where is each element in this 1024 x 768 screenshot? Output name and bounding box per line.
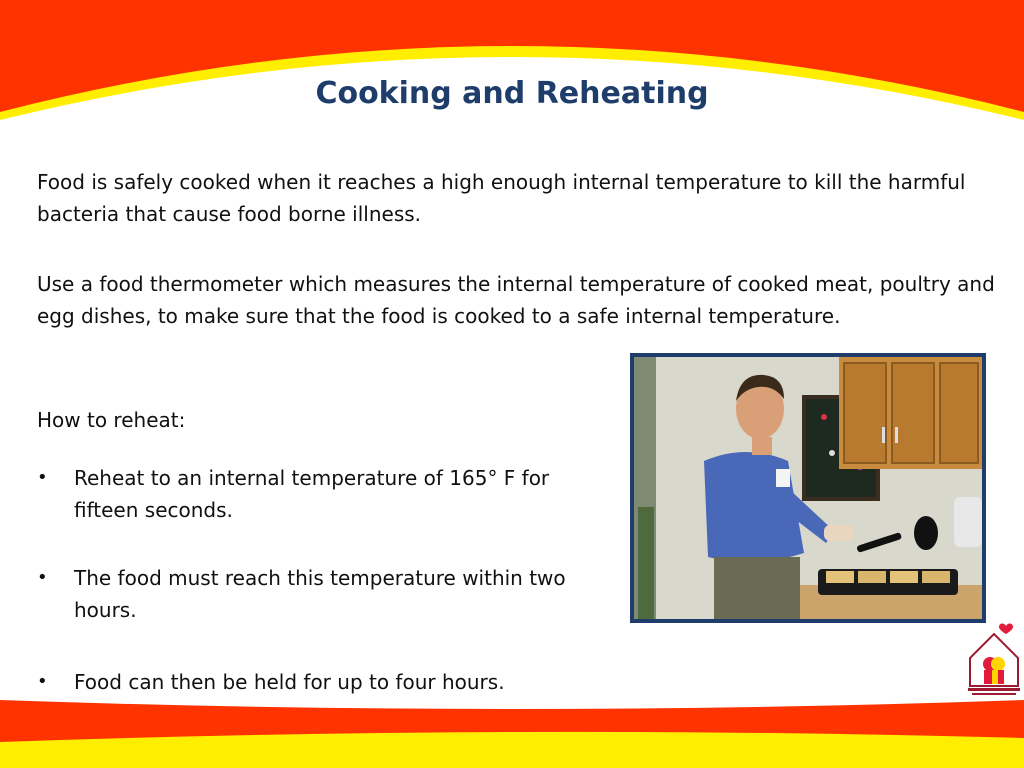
bullet-dot-icon: • <box>37 467 48 488</box>
bullet-text: Reheat to an internal temperature of 165° F for fifteen seconds. <box>74 466 550 522</box>
man-cooking-image <box>634 357 982 619</box>
bullet-dot-icon: • <box>37 671 48 692</box>
reheat-heading: How to reheat: <box>37 408 186 432</box>
bullet-dot-icon: • <box>37 567 48 588</box>
thermometer-paragraph: Use a food thermometer which measures the internal temperature of cooked meat, poultry and egg dishes, to make sure that the food is cooked to a safe internal temperature. <box>37 272 995 328</box>
slide-title: Cooking and Reheating <box>315 76 709 111</box>
bullet-text: Food can then be held for up to four hours. <box>74 670 505 694</box>
intro-paragraph: Food is safely cooked when it reaches a high enough internal temperature to kill the harmful bacteria that cause food borne illness. <box>37 170 966 226</box>
logo-graphic <box>966 622 1022 698</box>
bullet-text: The food must reach this temperature within two hours. <box>74 566 566 622</box>
bullet-item <box>37 462 597 526</box>
reheat-bullet-list <box>37 462 597 698</box>
bullet-item <box>37 562 597 626</box>
kitchen-photo <box>630 353 986 623</box>
bottom-banner <box>0 700 1024 768</box>
house-charity-logo-icon <box>966 622 1022 698</box>
bullet-item <box>37 666 597 698</box>
